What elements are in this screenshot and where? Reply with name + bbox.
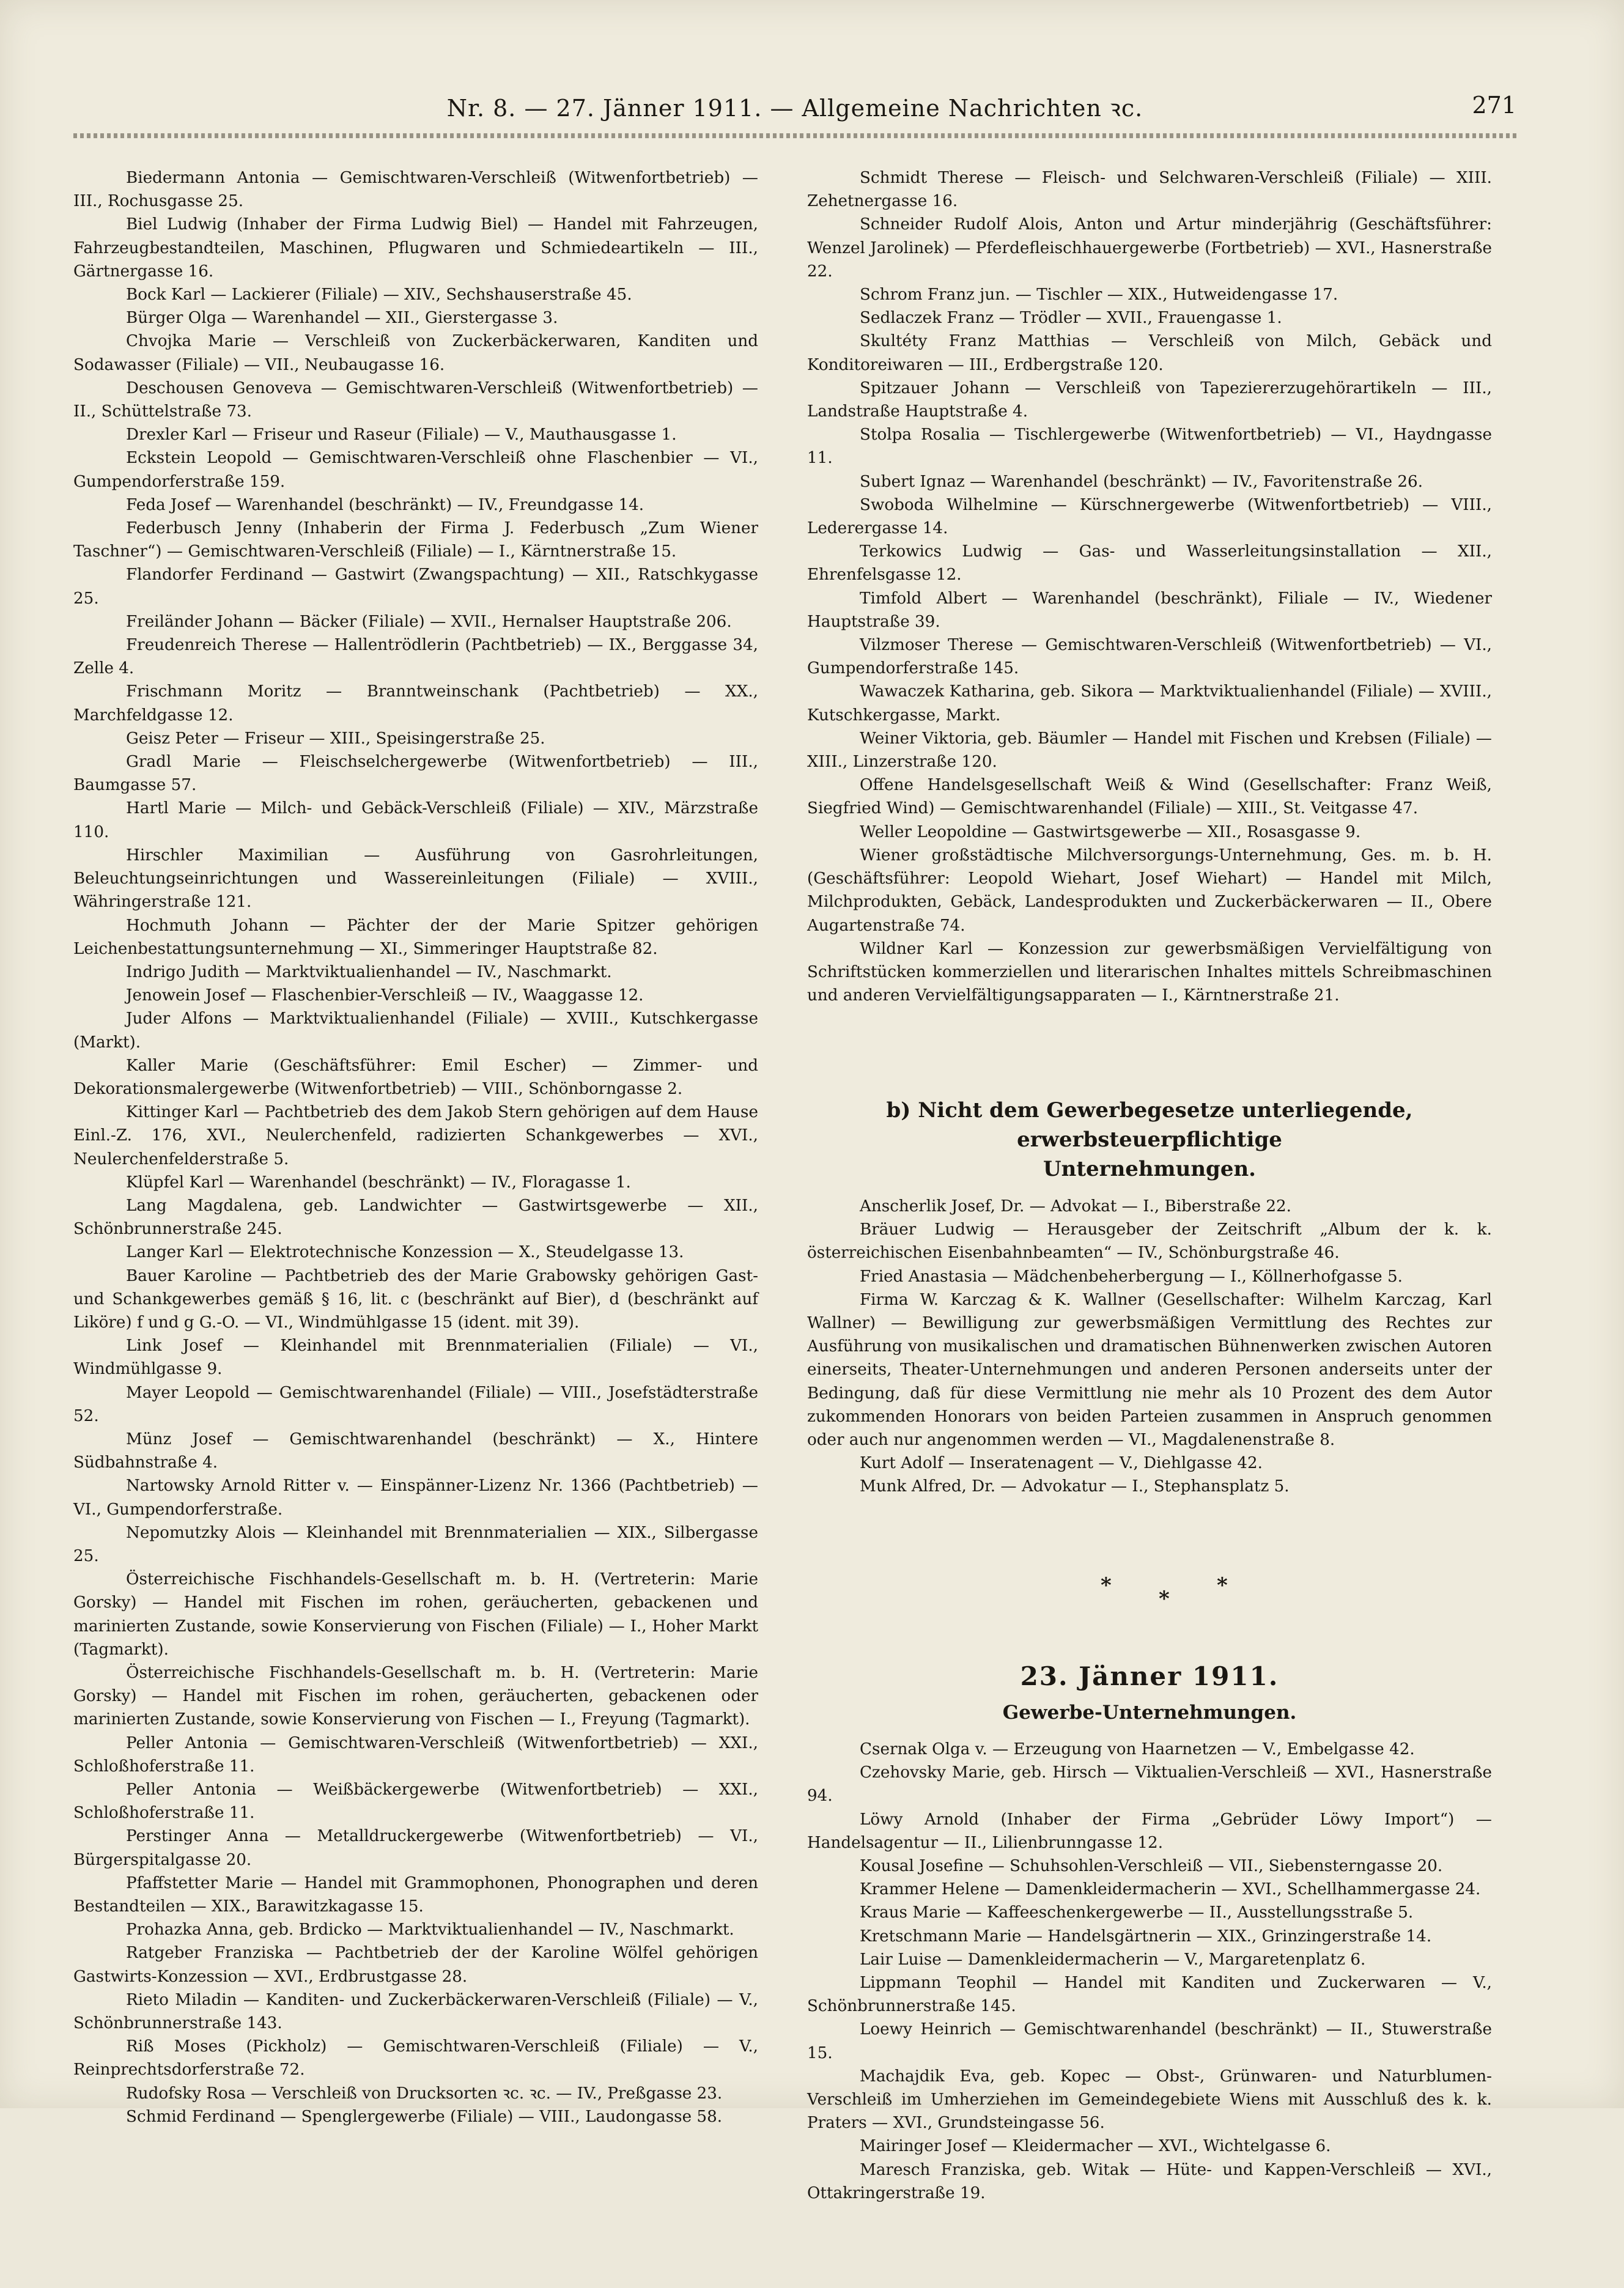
subheading: Gewerbe-Unternehmungen.: [1002, 1702, 1297, 1724]
date-heading: 23. Jänner 1911.: [1020, 1661, 1279, 1691]
register-entry: Gradl Marie — Fleischselchergewerbe (Witwenfortbetrieb) — III., Baumgasse 57.: [73, 753, 758, 795]
register-entry: Hartl Marie — Milch- und Gebäck-Verschleiß (Filiale) — XIV., Märzstraße 110.: [73, 799, 758, 841]
register-entry: Deschousen Genoveva — Gemischtwaren-Verschleiß (Witwenfortbetrieb) — II., Schüttelstraße 73.: [73, 378, 758, 421]
register-entry: Nartowsky Arnold Ritter v. — Einspänner-Lizenz Nr. 1366 (Pachtbetrieb) — VI., Gumpendorferstraße.: [73, 1477, 758, 1519]
register-entry: Hirschler Maximilian — Ausführung von Gasrohrleitungen, Beleuchtungseinrichtungen und Wassereinleitungen (Filiale) — XVIII., Währingerstraße 121.: [73, 846, 758, 912]
register-entry: Löwy Arnold (Inhaber der Firma „Gebrüder Löwy Import“) — Handelsagentur — II., Lilienbrunngasse 12.: [807, 1810, 1492, 1852]
register-entry: Nepomutzky Alois — Kleinhandel mit Brennmaterialien — XIX., Silbergasse 25.: [73, 1523, 758, 1565]
register-entry: Bürger Olga — Warenhandel — XII., Gierstergasse 3.: [126, 309, 558, 328]
page-header: [73, 92, 1516, 128]
register-entry: Chvojka Marie — Verschleiß von Zuckerbäckerwaren, Kanditen und Sodawasser (Filiale) — VII., Neubaugasse 16.: [73, 332, 758, 374]
star: *: [1217, 1573, 1228, 1598]
register-entry: Rudofsky Rosa — Verschleiß von Drucksorten ꝛc. ꝛc. — IV., Preßgasse 23.: [126, 2084, 723, 2103]
register-entry: Terkowics Ludwig — Gas- und Wasserleitungsinstallation — XII., Ehrenfelsgasse 12.: [807, 542, 1492, 585]
register-entry: Federbusch Jenny (Inhaberin der Firma J. Federbusch „Zum Wiener Taschner“) — Gemischtwaren-Verschleiß (Filiale) — I., Kärntnerstraße 15.: [73, 519, 758, 561]
section-b-heading-line2: Unternehmungen.: [1043, 1157, 1257, 1181]
register-entry: Swoboda Wilhelmine — Kürschnergewerbe (Witwenfortbetrieb) — VIII., Lederergasse 14.: [807, 495, 1492, 538]
register-entry: Pfaffstetter Marie — Handel mit Grammophonen, Phonographen und deren Bestandteilen — XIX., Barawitzkagasse 15.: [73, 1873, 758, 1916]
page-number: 271: [1472, 92, 1516, 119]
section-b-heading-line1: b) Nicht dem Gewerbegesetze unterliegende, erwerbsteuerpflichtige: [886, 1098, 1413, 1152]
register-entry: Lang Magdalena, geb. Landwichter — Gastwirtsgewerbe — XII., Schönbrunnerstraße 245.: [73, 1196, 758, 1239]
register-entry: Schrom Franz jun. — Tischler — XIX., Hutweidengasse 17.: [860, 286, 1338, 304]
register-entry: Langer Karl — Elektrotechnische Konzession — X., Steudelgasse 13.: [126, 1243, 684, 1262]
register-entry: Machajdik Eva, geb. Kopec — Obst-, Grünwaren- und Naturblumen-Verschleiß im Umherziehen im Gemeindegebiete Wiens mit Ausschluß des k. k. Praters — XVI., Grundsteingasse 56.: [807, 2067, 1492, 2133]
register-entry: Lair Luise — Damenkleidermacherin — V., Margaretenplatz 6.: [860, 1950, 1366, 1969]
register-entry: Lippmann Teophil — Handel mit Kanditen und Zuckerwaren — V., Schönbrunnerstraße 145.: [807, 1974, 1492, 2016]
register-entry: Firma W. Karczag & K. Wallner (Gesellschafter: Wilhelm Karczag, Karl Wallner) — Bewilligung zur gewerbsmäßigen Vermittlung des Rechtes zur Ausführung von musikalischen und dramatischen Bühnenwerken zwischen Autoren einerseits, Theater-Unternehmungen und anderen Personen anderseits unter der Bedingung, daß für diese Vermittlung nie mehr als 10 Prozent des dem Autor zukommenden Honorars von beiden Parteien zusammen in Anspruch genommen oder auch nur angenommen werden — VI., Magdalenenstraße 8.: [807, 1290, 1492, 1450]
register-entry: Weiner Viktoria, geb. Bäumler — Handel mit Fischen und Krebsen (Filiale) — XIII., Linzerstraße 120.: [807, 729, 1492, 772]
register-entry: Fried Anastasia — Mädchenbeherbergung — I., Köllnerhofgasse 5.: [860, 1267, 1403, 1286]
register-entry: Eckstein Leopold — Gemischtwaren-Verschleiß ohne Flaschenbier — VI., Gumpendorferstraße 159.: [73, 449, 758, 491]
register-entry: Bräuer Ludwig — Herausgeber der Zeitschrift „Album der k. k. österreichischen Eisenbahnbeamten“ — IV., Schönburgstraße 46.: [807, 1220, 1492, 1263]
register-entry: Peller Antonia — Weißbäckergewerbe (Witwenfortbetrieb) — XXI., Schloßhoferstraße 11.: [73, 1781, 758, 1823]
register-entry: Bock Karl — Lackierer (Filiale) — XIV., Sechshauserstraße 45.: [126, 286, 632, 304]
register-entry: Vilzmoser Therese — Gemischtwaren-Verschleiß (Witwenfortbetrieb) — VI., Gumpendorferstraße 145.: [807, 636, 1492, 678]
register-entry: Czehovsky Marie, geb. Hirsch — Viktualien-Verschleiß — XVI., Hasnerstraße 94.: [807, 1763, 1492, 1806]
register-entry: Mairinger Josef — Kleidermacher — XVI., Wichtelgasse 6.: [860, 2137, 1331, 2156]
register-entry: Biedermann Antonia — Gemischtwaren-Verschleiß (Witwenfortbetrieb) — III., Rochusgasse 25.: [73, 169, 758, 211]
register-entry: Wiener großstädtische Milchversorgungs-Unternehmung, Ges. m. b. H. (Geschäftsführer: Leopold Wiehart, Josef Wiehart) — Handel mit Milch, Milchprodukten, Gebäck, Landesprodukten und Zuckerbäckerwaren — II., Obere Augartenstraße 74.: [807, 846, 1492, 935]
register-entry: Mayer Leopold — Gemischtwarenhandel (Filiale) — VIII., Josefstädterstraße 52.: [73, 1383, 758, 1425]
register-entry: Klüpfel Karl — Warenhandel (beschränkt) — IV., Floragasse 1.: [126, 1173, 631, 1192]
register-entry: Link Josef — Kleinhandel mit Brennmaterialien (Filiale) — VI., Windmühlgasse 9.: [73, 1337, 758, 1379]
left-column: [73, 166, 758, 2126]
register-entry: Drexler Karl — Friseur und Raseur (Filiale) — V., Mauthausgasse 1.: [126, 426, 677, 445]
register-entry: Krammer Helene — Damenkleidermacherin — XVI., Schellhammergasse 24.: [860, 1880, 1481, 1899]
right-column-entries: [807, 166, 1492, 1071]
header-rule: [73, 133, 1516, 138]
register-entry: Kurt Adolf — Inseratenagent — V., Diehlgasse 42.: [860, 1454, 1263, 1473]
register-entry: Prohazka Anna, geb. Brdicko — Marktviktualienhandel — IV., Naschmarkt.: [126, 1921, 734, 1939]
register-entry: Schneider Rudolf Alois, Anton und Artur minderjährig (Geschäftsführer: Wenzel Jarolinek) — Pferdefleischhauergewerbe (Fortbetrieb) — XVI., Hasnerstraße 22.: [807, 215, 1492, 281]
register-entry: Österreichische Fischhandels-Gesellschaft m. b. H. (Vertreterin: Marie Gorsky) — Handel mit Fischen im rohen, geräucherten, gebackenen oder marinierten Zustande, sowie Konservierung von Fischen — I., Freyung (Tagmarkt).: [73, 1664, 758, 1729]
register-entry: Subert Ignaz — Warenhandel (beschränkt) — IV., Favoritenstraße 26.: [860, 472, 1423, 491]
register-entry: Freudenreich Therese — Hallentrödlerin (Pachtbetrieb) — IX., Berggasse 34, Zelle 4.: [73, 636, 758, 678]
register-entry: Hochmuth Johann — Pächter der der Marie Spitzer gehörigen Leichenbestattungsunternehmung — XI., Simmeringer Hauptstraße 82.: [73, 916, 758, 958]
separator-stars: [807, 1574, 1492, 1647]
register-entry: Freiländer Johann — Bäcker (Filiale) — XVII., Hernalser Hauptstraße 206.: [126, 612, 732, 631]
register-entry: Rieto Miladin — Kanditen- und Zuckerbäckerwaren-Verschleiß (Filiale) — V., Schönbrunnerstraße 143.: [73, 1990, 758, 2033]
register-entry: Ratgeber Franziska — Pachtbetrieb der der Karoline Wölfel gehörigen Gastwirts-Konzession — XVI., Erdbrustgasse 28.: [73, 1944, 758, 1986]
register-entry: Kousal Josefine — Schuhsohlen-Verschleiß — VII., Siebensterngasse 20.: [860, 1857, 1443, 1876]
register-entry: Schmidt Therese — Fleisch- und Selchwaren-Verschleiß (Filiale) — XIII. Zehetnergasse 16.: [807, 169, 1492, 211]
running-title: Nr. 8. — 27. Jänner 1911. — Allgemeine Nachrichten ꝛc.: [446, 95, 1143, 122]
register-entry: Peller Antonia — Gemischtwaren-Verschleiß (Witwenfortbetrieb) — XXI., Schloßhoferstraße 11.: [73, 1733, 758, 1776]
register-entry: Wawaczek Katharina, geb. Sikora — Marktviktualienhandel (Filiale) — XVIII., Kutschkergasse, Markt.: [807, 682, 1492, 725]
register-entry: Timfold Albert — Warenhandel (beschränkt), Filiale — IV., Wiedener Hauptstraße 39.: [807, 589, 1492, 631]
register-entry: Spitzauer Johann — Verschleiß von Tapeziererzugehörartikeln — III., Landstraße Hauptstraße 4.: [807, 378, 1492, 421]
register-entry: Anscherlik Josef, Dr. — Advokat — I., Biberstraße 22.: [860, 1197, 1291, 1216]
register-entry: Bauer Karoline — Pachtbetrieb des der Marie Grabowsky gehörigen Gast- und Schankgewerbes gemäß § 16, lit. c (beschränkt auf Bier), d (beschränkt auf Liköre) f und g G.-O. — VI., Windmühlgasse 15 (ident. mit 39).: [73, 1266, 758, 1332]
register-entry: Schmid Ferdinand — Spenglergewerbe (Filiale) — VIII., Laudongasse 58.: [126, 2107, 723, 2126]
register-entry: Münz Josef — Gemischtwarenhandel (beschränkt) — X., Hintere Südbahnstraße 4.: [73, 1430, 758, 1472]
jan23-entries: [807, 1738, 1492, 2288]
register-entry: Kraus Marie — Kaffeeschenkergewerbe — II., Ausstellungsstraße 5.: [860, 1903, 1414, 1922]
register-entry: Loewy Heinrich — Gemischtwarenhandel (beschränkt) — II., Stuwerstraße 15.: [807, 2020, 1492, 2062]
register-entry: Stolpa Rosalia — Tischlergewerbe (Witwenfortbetrieb) — VI., Haydngasse 11.: [807, 426, 1492, 468]
register-entry: Frischmann Moritz — Branntweinschank (Pachtbetrieb) — XX., Marchfeldgasse 12.: [73, 682, 758, 725]
register-entry: Feda Josef — Warenhandel (beschränkt) — IV., Freundgasse 14.: [126, 495, 644, 514]
register-entry: Maresch Franziska, geb. Witak — Hüte- und Kappen-Verschleiß — XVI., Ottakringerstraße 19.: [807, 2160, 1492, 2202]
register-entry: Offene Handelsgesellschaft Weiß & Wind (Gesellschafter: Franz Weiß, Siegfried Wind) — Gemischtwarenhandel (Filiale) — XIII., St. Veitgasse 47.: [807, 776, 1492, 818]
register-entry: Kaller Marie (Geschäftsführer: Emil Escher) — Zimmer- und Dekorationsmalergewerbe (Witwenfortbetrieb) — VIII., Schönborngasse 2.: [73, 1056, 758, 1098]
register-entry: Csernak Olga v. — Erzeugung von Haarnetzen — V., Embelgasse 42.: [860, 1740, 1415, 1758]
register-entry: Flandorfer Ferdinand — Gastwirt (Zwangspachtung) — XII., Ratschkygasse 25.: [73, 566, 758, 608]
register-entry: Österreichische Fischhandels-Gesellschaft m. b. H. (Vertreterin: Marie Gorsky) — Handel mit Fischen im rohen, geräucherten, gebackenen und marinierten Zustande, sowie Konservierung von Fischen (Filiale) — I., Hoher Markt (Tagmarkt).: [73, 1570, 758, 1659]
register-entry: Jenowein Josef — Flaschenbier-Verschleiß — IV., Waaggasse 12.: [126, 986, 644, 1005]
register-entry: Geisz Peter — Friseur — XIII., Speisingerstraße 25.: [126, 729, 545, 748]
star: *: [1159, 1587, 1170, 1611]
register-entry: Skultéty Franz Matthias — Verschleiß von Milch, Gebäck und Konditoreiwaren — III., Erdbergstraße 120.: [807, 332, 1492, 374]
register-entry: Wildner Karl — Konzession zur gewerbsmäßigen Vervielfältigung von Schriftstücken kommerziellen und literarischen Inhaltes mittels Schreibmaschinen und anderen Vervielfältigungsapparaten — I., Kärntnerstraße 21.: [807, 939, 1492, 1005]
register-entry: Juder Alfons — Marktviktualienhandel (Filiale) — XVIII., Kutschkergasse (Markt).: [73, 1009, 758, 1052]
section-b-entries: [807, 1195, 1492, 1537]
star: *: [1101, 1573, 1112, 1598]
register-entry: Sedlaczek Franz — Trödler — XVII., Frauengasse 1.: [860, 309, 1282, 328]
register-entry: Riß Moses (Pickholz) — Gemischtwaren-Verschleiß (Filiale) — V., Reinprechtsdorferstraße 72.: [73, 2037, 758, 2079]
register-entry: Kittinger Karl — Pachtbetrieb des dem Jakob Stern gehörigen auf dem Hause Einl.-Z. 176, XVI., Neulerchenfeld, radizierten Schankgewerbes — XVI., Neulerchenfelderstraße 5.: [73, 1103, 758, 1168]
register-entry: Biel Ludwig (Inhaber der Firma Ludwig Biel) — Handel mit Fahrzeugen, Fahrzeugbestandteilen, Maschinen, Pflugwaren und Schmiedeartikeln — III., Gärtnergasse 16.: [73, 215, 758, 281]
register-entry: Indrigo Judith — Marktviktualienhandel — IV., Naschmarkt.: [126, 962, 612, 981]
section-b-heading: [807, 1096, 1492, 1184]
register-entry: Munk Alfred, Dr. — Advokatur — I., Stephansplatz 5.: [860, 1477, 1290, 1496]
register-entry: Weller Leopoldine — Gastwirtsgewerbe — XII., Rosasgasse 9.: [860, 822, 1361, 841]
register-entry: Perstinger Anna — Metalldruckergewerbe (Witwenfortbetrieb) — VI., Bürgerspitalgasse 20.: [73, 1827, 758, 1869]
register-entry: Kretschmann Marie — Handelsgärtnerin — XIX., Grinzingerstraße 14.: [860, 1927, 1432, 1946]
right-column: [807, 166, 1492, 2202]
